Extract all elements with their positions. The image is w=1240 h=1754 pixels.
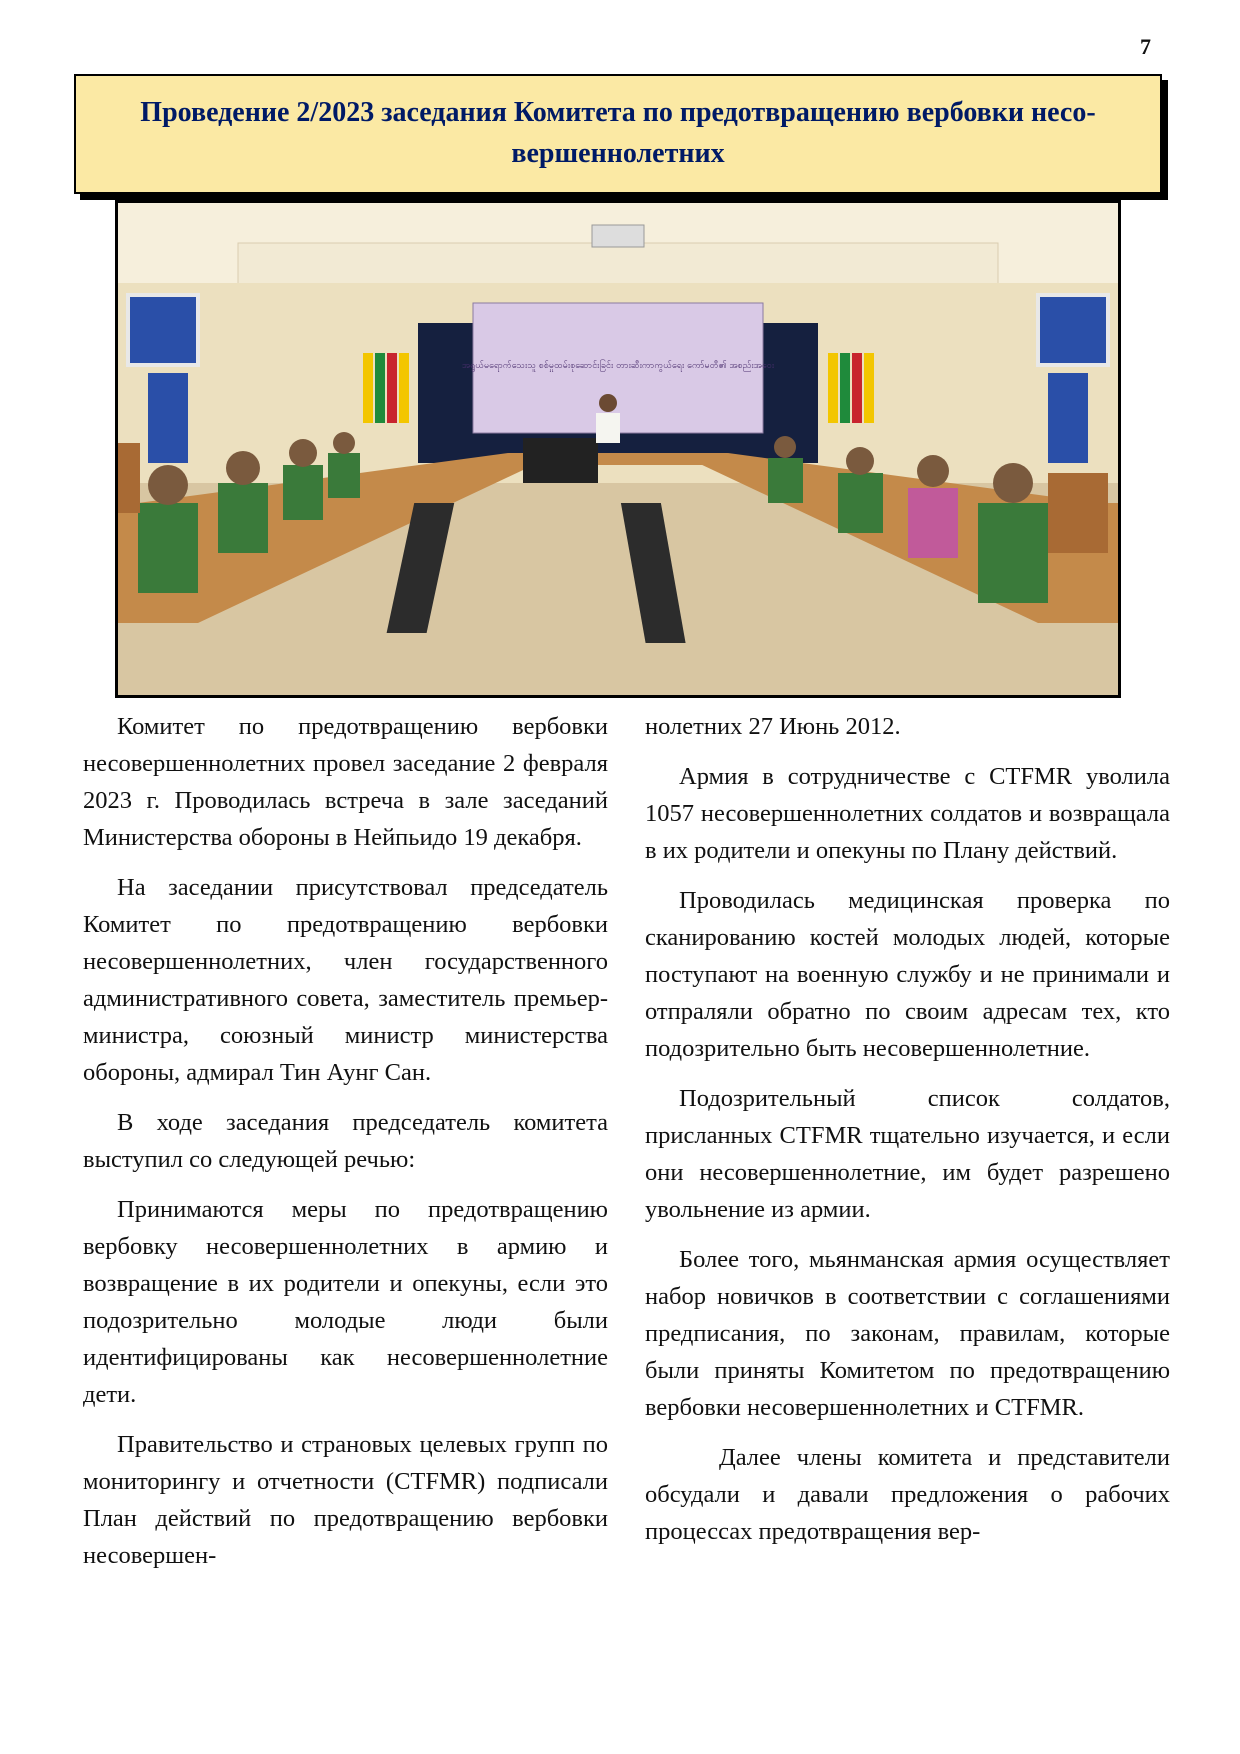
- paragraph: Принимаются меры по предотвращению вербовку несовершеннолетних в армию и возвращение в их родители и опекуны, если это подозрительно молодые люди были идентифицированы как несовершеннолетние дети.: [83, 1196, 608, 1408]
- screen-text: အရွယ်မရောက်သေးသူ စစ်မှုထမ်းစုဆောင်းခြင်း တားဆီးကာကွယ်ရေး ကော်မတီ၏ အစည်းအဝေး: [461, 361, 775, 371]
- paragraph: Комитет по предотвращению вербовки несовершеннолетних провел заседание 2 февраля 2023 г. Проводилась встреча в зале заседаний Министерства обороны в Нейпьидо 19 декабря.: [83, 713, 608, 851]
- paragraph: Подозрительный список солдатов, присланных CTFMR тщательно изучается, и если они несовершеннолетние, им будет разрешено увольнение из армии.: [645, 1085, 1170, 1223]
- paragraph: На заседании присутствовал председатель Комитет по предотвращению вербовки несовершеннолетних, член государственного административного совета, заместитель премьер-министра, союзный министр министерства обороны, адмирал Тин Аунг Сан.: [83, 874, 608, 1086]
- paragraph: Более того, мьянманская армия осуществляет набор новичков в соответствии с соглашениями предписания, по законам, правилам, которые были приняты Комитетом по предотвращению вербовки несовершеннолетних и CTFMR.: [645, 1246, 1170, 1421]
- left-column: [83, 708, 608, 1587]
- meeting-photo: [115, 200, 1121, 698]
- paragraph: В ходе заседания председатель комитета выступил со следующей речью:: [83, 1109, 608, 1173]
- paragraph: Далее члены комитета и представители обсудали и давали предложения о рабочих процессах предотвращения вер-: [645, 1444, 1170, 1545]
- paragraph-continuation: нолетних 27 Июнь 2012.: [645, 713, 901, 740]
- right-column: [645, 708, 1170, 1563]
- article-title: Проведение 2/2023 заседания Комитета по предотвращению вербовки несо-вершеннолетних: [140, 97, 1096, 169]
- paragraph: Правительство и страновых целевых групп по мониторингу и отчетности (CTFMR) подписали План действий по предотвращению вербовки несовершен-: [83, 1431, 608, 1569]
- title-box: [74, 74, 1162, 194]
- paragraph: Армия в сотрудничестве с CTFMR уволила 1057 несовершеннолетних солдатов и возвращала в их родители и опекуны по Плану действий.: [645, 763, 1170, 864]
- page-number: 7: [1140, 34, 1151, 59]
- paragraph: Проводилась медицинская проверка по сканированию костей молодых людей, которые поступают на военную службу и не принимали и отпраляли обратно по своим адресам тех, кто подозрительно быть несовершеннолетние.: [645, 887, 1170, 1062]
